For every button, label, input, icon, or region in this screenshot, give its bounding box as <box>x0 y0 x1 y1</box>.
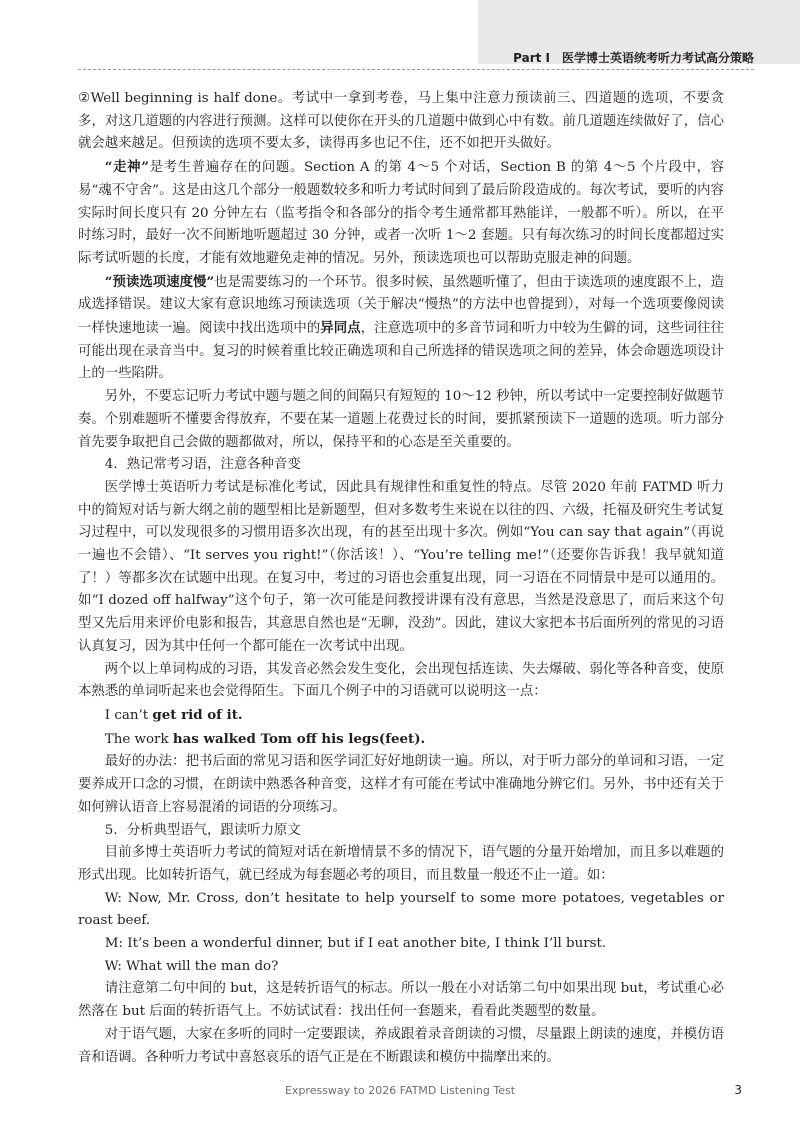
term-bold: 异同点 <box>320 320 361 337</box>
example-plain: I can’t <box>104 707 153 723</box>
term-bold: “走神” <box>104 159 149 176</box>
dialogue-question: W: What will the man do? <box>104 958 279 974</box>
paragraph-text: 也是需要练习的一个环节。很多时候，虽然题听懂了，但由于读选项的速度跟不上，造成选择错误。建议大家有意识地练习预读选项（关于解决“慢热”的方法中也曾提到），对每一个选项要像阅读一样快速地读一遍。阅读中找出选项中的 <box>78 274 725 337</box>
paragraph: 对于语气题，大家在多听的同时一定要跟读，养成跟着录音朗读的习惯，尽量跟上朗读的速度，并模仿语音和语调。各种听力考试中喜怒哀乐的语气正是在不断跟读和模仿中揣摩出来的。 <box>78 1026 724 1065</box>
page-header <box>0 0 800 64</box>
paragraph: 两个以上单词构成的习语，其发音必然会发生变化，会出现包括连读、失去爆破、弱化等各种音变，使原本熟悉的单词听起来也会觉得陌生。下面几个例子中的习语就可以说明这一点： <box>78 661 724 700</box>
footer-book-title: Expressway to 2026 FATMD Listening Test <box>284 1084 516 1097</box>
paragraph <box>78 271 724 387</box>
section-heading: 5．分析典型语气，跟读听力原文 <box>104 822 301 838</box>
example-plain: The work <box>104 731 173 747</box>
main-text <box>78 88 724 1069</box>
term-bold: “预读选项速度慢” <box>104 273 215 290</box>
paragraph: 目前多博士英语听力考试的简短对话在新增情景不多的情况下，语气题的分量开始增加，而且多以难题的形式出现。比如转折语气，就已经成为每套题必考的项目，而且数量一般还不止一道。如： <box>78 845 724 883</box>
paragraph: 医学博士英语听力考试是标准化考试，因此具有规律性和重复性的特点。尽管 2020 年前 FATMD 听力中的简短对话与新大纲之前的题型相比是新题型，但对多数考生来说在以往的四、六级，托福及研究生考试复习过程中，可以发现很多的习惯用语多次出现，有的甚至出现十多次。例如“You can say that again”（再说一遍也不会错）、“It serves you right!”（你活该！）、“You’re telling me!”（还要你告诉我！我早就知道了！）等都多次在试题中出现。在复习中，考过的习语也会重复出现，同一习语在不同情景中是可以通用的。如“I dozed off halfway”这个句子，第一次可能是问教授讲课有没有意思，当然是没意思了，而后来这个句型又先后用来评价电影和报告，其意思自然也是“无聊，没劲”。因此，建议大家把本书后面所列的常见的习语认真复习，因为其中任何一个都可能在一次考试中出现。 <box>78 479 724 654</box>
page-number: 3 <box>734 1083 742 1097</box>
dialogue-line: M: It’s been a wonderful dinner, but if I eat another bite, I think I’ll burst. <box>104 936 607 952</box>
paragraph: ②Well beginning is half done。考试中一拿到考卷，马上集中注意力预读前三、四道题的选项，不要贪多，对这几道题的内容进行预测。这样可以使你在开头的几道题中做到心中有数。前几道题连续做好了，信心就会越来越足。但预读的选项不要太多，读得再多也记不住，还不如把开头做好。 <box>78 91 724 152</box>
paragraph: 另外，不要忘记听力考试中题与题之间的间隔只有短短的 10～12 秒钟，所以考试中一定要控制好做题节奏。个别难题听不懂要舍得放弃，不要在某一道题上花费过长的时间，要抓紧预读下一道题的选项。听力部分首先要争取把自己会做的题都做对，所以，保持平和的心态是至关重要的。 <box>78 389 724 450</box>
paragraph-text: ，注意选项中的多音节词和听力中较为生僻的词，这些词往往可能出现在录音当中。复习的时候着重比较正确选项和自己所选择的错误选项之间的差异，体会命题选项设计上的一些陷阱。 <box>78 321 725 382</box>
section-heading: 4．熟记常考习语，注意各种音变 <box>104 457 301 473</box>
paragraph-text: 是考生普遍存在的问题。Section A 的第 4～5 个对话，Section B 的第 4～5 个片段中，容易“魂不守舍”。这是由这几个部分一般题数较多和听力考试时间到了最后阶段造成的。每次考试，要听的内容实际时间长度只有 20 分钟左右（监考指令和各部分的指令考生通常都耳熟能详，一般都不听）。所以，在平时练习时，最好一次不间断地听题超过 30 分钟，或者一次听 1～2 套题。只有每次练习的时间长度都超过实际考试听题的长度，才能有效地避免走神的情况。另外，预读选项也可以帮助克服走神的问题。 <box>78 160 724 266</box>
header-divider <box>78 69 754 70</box>
example-idiom: has walked Tom off his legs(feet). <box>172 730 426 747</box>
example-sentence <box>78 728 724 752</box>
example-idiom: get rid of it. <box>152 706 243 723</box>
dialogue-line: W: Now, Mr. Cross, don’t hesitate to help yourself to some more potatoes, vegetables or roast beef. <box>78 890 724 929</box>
example-sentence <box>78 704 724 728</box>
paragraph: 最好的办法：把书后面的常见习语和医学词汇好好地朗读一遍。所以，对于听力部分的单词和习语，一定要养成开口念的习惯，在朗读中熟悉各种音变，这样才有可能在考试中准确地分辨它们。另外，书中还有关于如何辨认语音上容易混淆的词语的分项练习。 <box>78 754 724 815</box>
paragraph <box>78 156 724 271</box>
paragraph: 请注意第二句中间的 but，这是转折语气的标志。所以一般在小对话第二句中如果出现 but，考试重心必然落在 but 后面的转折语气上。不妨试试看：找出任何一套题来，看看此类题型的数量。 <box>78 981 724 1020</box>
running-header: Part Ⅰ 医学博士英语统考听力考试高分策略 <box>513 51 754 65</box>
